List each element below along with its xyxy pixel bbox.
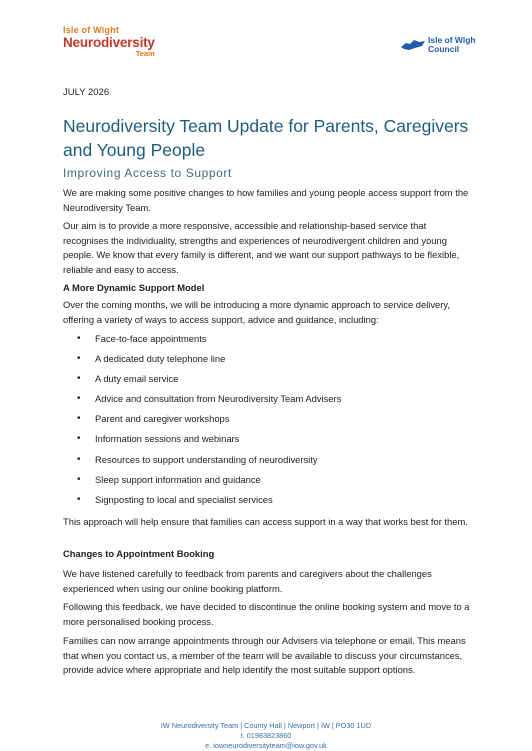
list-item: • Sleep support information and guidance xyxy=(63,473,473,493)
footer-phone: t. 01983823860 xyxy=(240,731,292,740)
council-logo xyxy=(400,36,476,54)
footer xyxy=(0,721,532,751)
list-item: • Advice and consultation from Neurodiversity Team Advisers xyxy=(63,392,473,412)
footer-email: e. iowneurodiversityteam@iow.gov.uk xyxy=(205,741,327,750)
document-date: JULY 2026 xyxy=(63,87,110,98)
list-item: • A dedicated duty telephone line xyxy=(63,352,473,372)
logo-line-2: Neurodiversity xyxy=(63,35,155,50)
section-2-paragraph-1: We have listened carefully to feedback from parents and caregivers about the challenges experienced when using our online booking platform. xyxy=(63,568,432,594)
council-logo-line-1: Isle of Wigh xyxy=(428,35,476,45)
island-icon xyxy=(400,38,426,52)
footer-address: IW Neurodiversity Team | County Hall | Newport | IW | PO30 1UD xyxy=(160,721,372,730)
neurodiversity-team-logo xyxy=(63,26,155,57)
list-item: • Resources to support understanding of neurodiversity xyxy=(63,453,473,473)
section-heading-appointment-booking: Changes to Appointment Booking xyxy=(63,548,215,559)
list-item: • Signposting to local and specialist services xyxy=(63,493,473,513)
document-subtitle: Improving Access to Support xyxy=(63,166,232,180)
list-item: • A duty email service xyxy=(63,372,473,392)
section-1-outro: This approach will help ensure that families can access support in a way that works best for them. xyxy=(63,516,468,527)
logo-line-1: Isle of Wight xyxy=(63,25,120,35)
logo-line-3: Team xyxy=(135,48,155,58)
section-2-paragraph-2: Following this feedback, we have decided to discontinue the online booking system and move to a more personalised booking process. xyxy=(63,601,470,627)
list-item: • Face-to-face appointments xyxy=(63,332,473,352)
section-1-intro: Over the coming months, we will be introducing a more dynamic approach to service delivery, offering a variety of ways to access support, advice and guidance, including: xyxy=(63,299,450,325)
council-logo-line-2: Council xyxy=(428,44,460,54)
section-heading-support-model: A More Dynamic Support Model xyxy=(63,282,205,293)
support-options-list xyxy=(63,332,473,513)
intro-paragraph-2: Our aim is to provide a more responsive, accessible and relationship-based service that recognises the individuality, strengths and experiences of neurodivergent children and young people. We know that every family is different, and we want our support pathways to be flexible, reliable and easy to access. xyxy=(63,220,460,275)
document-title: Neurodiversity Team Update for Parents, Caregivers and Young People xyxy=(63,116,469,160)
intro-paragraph-1: We are making some positive changes to how families and young people access support from the Neurodiversity Team. xyxy=(63,187,469,213)
list-item: • Information sessions and webinars xyxy=(63,432,473,452)
list-item: • Parent and caregiver workshops xyxy=(63,412,473,432)
section-2-paragraph-3: Families can now arrange appointments through our Advisers via telephone or email. This means that when you contact us, a member of the team will be available to discuss your circumstances, provide advice where appropriate and help identify the most suitable support options. xyxy=(63,635,466,675)
